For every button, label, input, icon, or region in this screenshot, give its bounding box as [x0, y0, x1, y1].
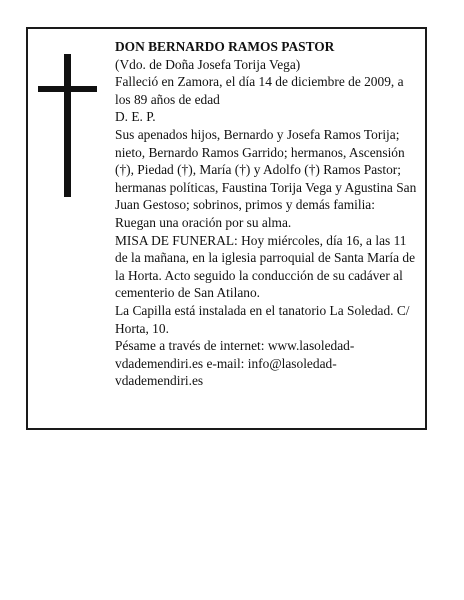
rip-line: D. E. P.	[115, 109, 156, 125]
survivors-list: Sus apenados hijos, Bernardo y Josefa Ramos Torija; nieto, Bernardo Ramos Garrido; hermanos, Ascensión (†), Piedad (†), María (†) y Adolfo (†) Ramos Pastor; hermanas políticas, Faustina Torija Vega y Agustina San Juan Gestoso; sobrinos, primos y demás familia:	[115, 126, 417, 213]
prayer-request: Ruegan una oración por su alma.	[115, 214, 292, 230]
chapel-location: La Capilla está instalada en el tanatorio La Soledad. C/ Horta, 10.	[115, 302, 410, 336]
cross-horizontal-bar	[38, 86, 97, 92]
condolences-info: Pésame a través de internet: www.lasoledad-vdademendiri.es e-mail: info@lasoledad-vdademendiri.es	[115, 338, 355, 389]
death-notice: Falleció en Zamora, el día 14 de diciembre de 2009, a los 89 años de edad	[115, 74, 404, 107]
deceased-name: DON BERNARDO RAMOS PASTOR	[115, 39, 335, 54]
cross-vertical-bar	[64, 54, 71, 197]
funeral-mass: MISA DE FUNERAL: Hoy miércoles, día 16, a las 11 de la mañana, en la iglesia parroquial de Santa María de la Horta. Acto seguido la conducción de su cadáver al cementerio de San Atilano.	[115, 232, 416, 301]
widower-line: (Vdo. de Doña Josefa Torija Vega)	[115, 56, 301, 72]
obituary-text	[115, 38, 421, 390]
